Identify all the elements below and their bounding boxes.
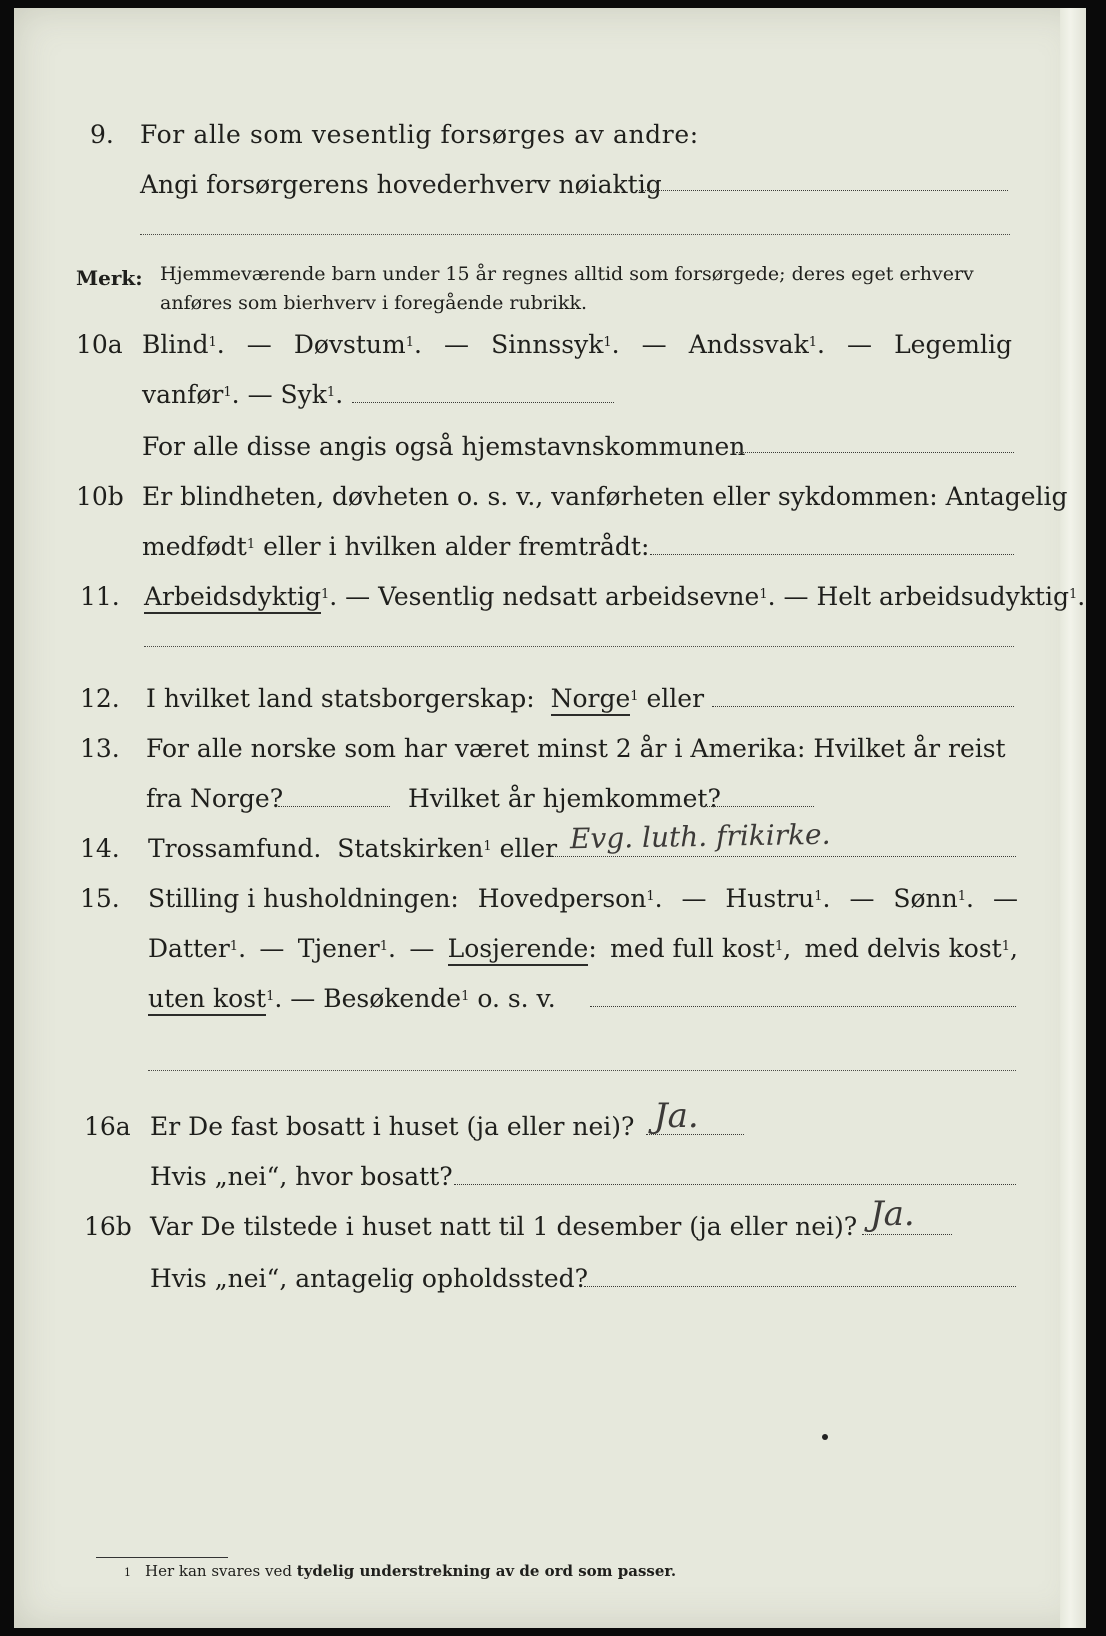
q10a-kommune-line[interactable]	[736, 452, 1014, 453]
q15-line1: Stilling i husholdningen: Hovedperson$^1$. — Hustru$^1$. — Sønn$^1$. —	[148, 884, 1018, 913]
option-hovedperson[interactable]: Hovedperson	[477, 884, 647, 913]
q15-line3: uten kost$^1$. — Besøkende$^1$ o. s. v.	[148, 984, 556, 1014]
option-losjerende[interactable]: Losjerende	[448, 934, 589, 966]
option-medfodt[interactable]: medfødt	[142, 532, 247, 561]
q10a-number: 10a	[76, 330, 123, 359]
q10b-answer-line[interactable]	[650, 554, 1014, 555]
q15-line2: Datter$^1$. — Tjener$^1$. — Losjerende: med full kost$^1$, med delvis kost$^1$,	[148, 934, 1018, 964]
option-vanfor[interactable]: vanfør	[142, 380, 224, 409]
q13-hjemkommet-line[interactable]	[702, 806, 814, 807]
q16a-line1: Er De fast bosatt i huset (ja eller nei)?	[150, 1112, 635, 1141]
q14-answer-line[interactable]	[546, 856, 1016, 857]
q16a-number: 16a	[84, 1112, 131, 1141]
option-dovstum[interactable]: Døvstum	[293, 330, 406, 359]
q13-fra-norge: fra Norge?	[146, 784, 284, 813]
q9-extra-line[interactable]	[140, 234, 1010, 235]
option-helt-arbeidsudyktig[interactable]: — Helt arbeidsudyktig	[783, 582, 1069, 611]
q13-reist-line[interactable]	[278, 806, 390, 807]
option-sinnssyk[interactable]: Sinnssyk	[491, 330, 604, 359]
q11-line: Arbeidsdyktig$^1$. — Vesentlig nedsatt arbeidsevne$^1$. — Helt arbeidsudyktig$^1$.	[144, 582, 1085, 612]
q10a-line1: Blind$^1$. — Døvstum$^1$. — Sinnssyk$^1$. — Andssvak$^1$. — Legemlig	[142, 330, 1012, 359]
option-statskirken[interactable]: Statskirken	[337, 834, 484, 863]
q9-answer-line[interactable]	[636, 190, 1008, 191]
q10a-line3: For alle disse angis også hjemstavnskommunen	[142, 432, 746, 461]
option-vesentlig-nedsatt[interactable]: — Vesentlig nedsatt arbeidsevne	[345, 582, 760, 611]
q16a-line2: Hvis „nei“, hvor bosatt?	[150, 1162, 453, 1191]
q13-line1: For alle norske som har været minst 2 år i Amerika: Hvilket år reist	[146, 734, 1006, 763]
option-hustru[interactable]: Hustru	[725, 884, 815, 913]
footnote-rule	[96, 1557, 228, 1558]
q11-number: 11.	[80, 582, 120, 611]
q16b-line1: Var De tilstede i huset natt til 1 desember (ja eller nei)?	[150, 1212, 858, 1241]
q15-number: 15.	[80, 884, 120, 913]
q16b-number: 16b	[84, 1212, 132, 1241]
footnote: 1 Her kan svares ved tydelig understrekning av de ord som passer.	[124, 1562, 677, 1580]
q15-extra-line[interactable]	[148, 1070, 1016, 1071]
option-syk[interactable]: Syk	[280, 380, 327, 409]
q14-handwritten-answer: Evg. luth. frikirke.	[569, 817, 831, 856]
q13-number: 13.	[80, 734, 120, 763]
q9-number: 9.	[90, 120, 114, 149]
option-norge[interactable]: Norge	[551, 684, 631, 716]
q16b-opholdssted-line[interactable]	[584, 1286, 1016, 1287]
option-tjener[interactable]: Tjener	[297, 934, 380, 963]
q11-extra-line[interactable]	[144, 646, 1014, 647]
q10b-number: 10b	[76, 482, 124, 511]
q10a-line2: vanfør$^1$. — Syk$^1$.	[142, 380, 344, 409]
q16a-bosatt-line[interactable]	[454, 1184, 1016, 1185]
q13-hjemkommet: Hvilket år hjemkommet?	[408, 784, 721, 813]
option-besokende[interactable]: Besøkende	[323, 984, 462, 1013]
q10b-line1: Er blindheten, døvheten o. s. v., vanførheten eller sykdommen: Antagelig	[142, 482, 1068, 511]
q14-number: 14.	[80, 834, 120, 863]
q14-line: Trossamfund. Statskirken$^1$ eller	[148, 834, 558, 863]
option-med-full-kost[interactable]: med full kost	[610, 934, 775, 963]
option-blind[interactable]: Blind	[142, 330, 209, 359]
merk-line1: Hjemmeværende barn under 15 år regnes alltid som forsørgede; deres eget erhverv	[160, 263, 974, 285]
option-legemlig[interactable]: Legemlig	[894, 330, 1012, 359]
q16b-line2: Hvis „nei“, antagelig opholdssted?	[150, 1264, 589, 1293]
q16b-answer-line[interactable]	[862, 1234, 952, 1235]
q16a-handwritten-answer: Ja.	[654, 1096, 699, 1136]
option-med-delvis-kost[interactable]: med delvis kost	[804, 934, 1002, 963]
option-datter[interactable]: Datter	[148, 934, 230, 963]
q12-answer-line[interactable]	[712, 706, 1014, 707]
page-edge	[1060, 8, 1086, 1628]
q12-number: 12.	[80, 684, 120, 713]
merk-label: Merk:	[76, 266, 143, 290]
q9-line1: For alle som vesentlig forsørges av andre:	[140, 120, 699, 149]
option-andssvak[interactable]: Andssvak	[688, 330, 809, 359]
q15-answer-line[interactable]	[590, 1006, 1016, 1007]
census-form-page	[14, 8, 1086, 1628]
q10b-line2: medfødt$^1$ eller i hvilken alder fremtrådt:	[142, 532, 650, 561]
option-uten-kost[interactable]: uten kost	[148, 984, 266, 1016]
ink-speck	[822, 1434, 828, 1440]
q16b-handwritten-answer: Ja.	[870, 1194, 915, 1234]
merk-line2: anføres som bierhverv i foregående rubrikk.	[160, 292, 588, 314]
q9-line2: Angi forsørgerens hovederhverv nøiaktig	[140, 170, 662, 199]
option-arbeidsdyktig[interactable]: Arbeidsdyktig	[144, 582, 321, 614]
q12-line: I hvilket land statsborgerskap: Norge$^1$ eller	[146, 684, 704, 714]
q10a-answer-line[interactable]	[352, 402, 614, 403]
option-sonn[interactable]: Sønn	[893, 884, 958, 913]
